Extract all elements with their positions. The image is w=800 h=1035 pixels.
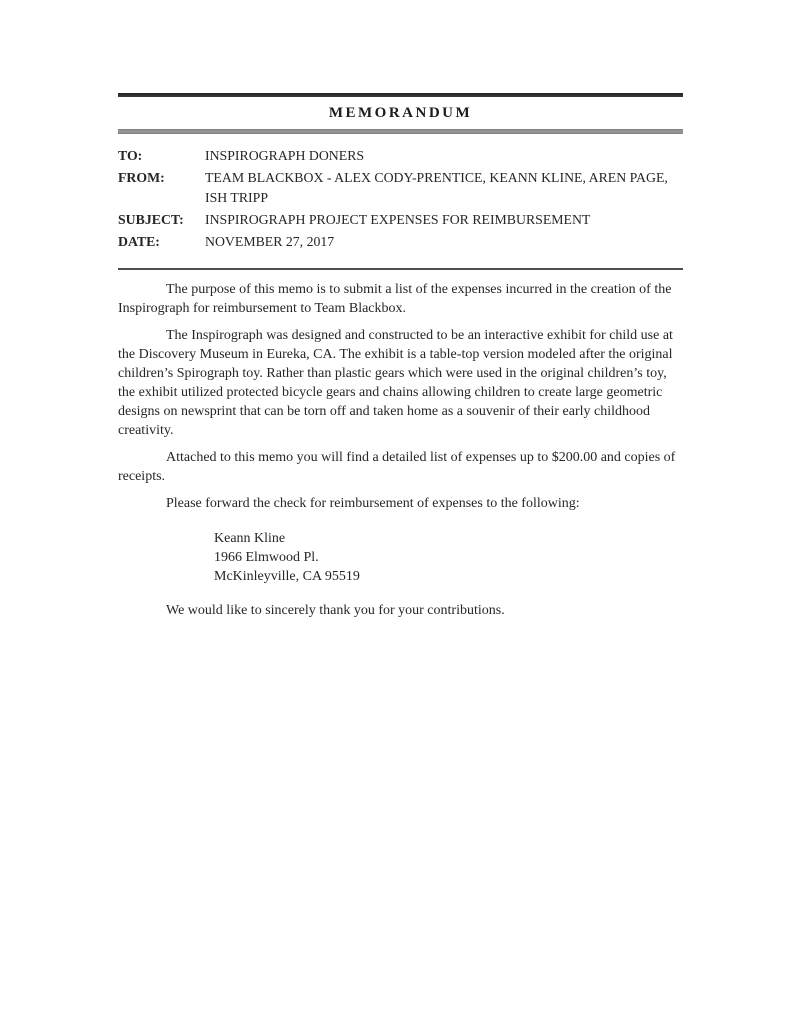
field-value-subject: INSPIROGRAPH PROJECT EXPENSES FOR REIMBURSEMENT [205, 212, 591, 227]
body-divider-rule [118, 268, 683, 270]
field-value-date: NOVEMBER 27, 2017 [205, 234, 335, 249]
title-underline-rule [118, 129, 683, 134]
paragraph-purpose: The purpose of this memo is to submit a list of the expenses incurred in the creation of the Inspirograph for reimbursement to Team Blackbox. [118, 282, 672, 316]
address-block [214, 529, 683, 586]
address-name: Keann Kline [214, 531, 286, 546]
field-row-from [118, 168, 683, 208]
field-value-from: TEAM BLACKBOX - ALEX CODY-PRENTICE, KEANN KLINE, AREN PAGE, ISH TRIPP [205, 170, 668, 205]
field-row-subject [118, 210, 683, 230]
header-fields [118, 146, 683, 252]
field-label-subject: SUBJECT: [118, 212, 184, 227]
field-value-to: INSPIROGRAPH DONERS [205, 148, 365, 163]
field-label-to: TO: [118, 148, 143, 163]
memo-body [118, 280, 683, 620]
closing-line: We would like to sincerely thank you for your contributions. [166, 603, 505, 618]
memo-title: MEMORANDUM [328, 104, 473, 121]
memo-content [118, 93, 683, 628]
field-row-to [118, 146, 683, 166]
paragraph-description: The Inspirograph was designed and constructed to be an interactive exhibit for child use at the Discovery Museum in Eureka, CA. The exhibit is a table-top version modeled after the original children’s Spirograph toy. Rather than plastic gears which were used in the original children’s toy, the exhibit utilized protected bicycle gears and chains allowing children to create large geometric designs on newsprint that can be torn off and taken home as a souvenir of their early childhood creativity. [118, 328, 673, 438]
field-label-from: FROM: [118, 170, 165, 185]
address-street: 1966 Elmwood Pl. [214, 550, 319, 565]
field-label-date: DATE: [118, 234, 160, 249]
address-city-state-zip: McKinleyville, CA 95519 [214, 569, 360, 584]
field-row-date [118, 232, 683, 252]
paragraph-attachment: Attached to this memo you will find a detailed list of expenses up to $200.00 and copies of receipts. [118, 450, 676, 484]
paragraph-forward-check: Please forward the check for reimbursement of expenses to the following: [166, 496, 580, 511]
title-band [118, 97, 683, 129]
